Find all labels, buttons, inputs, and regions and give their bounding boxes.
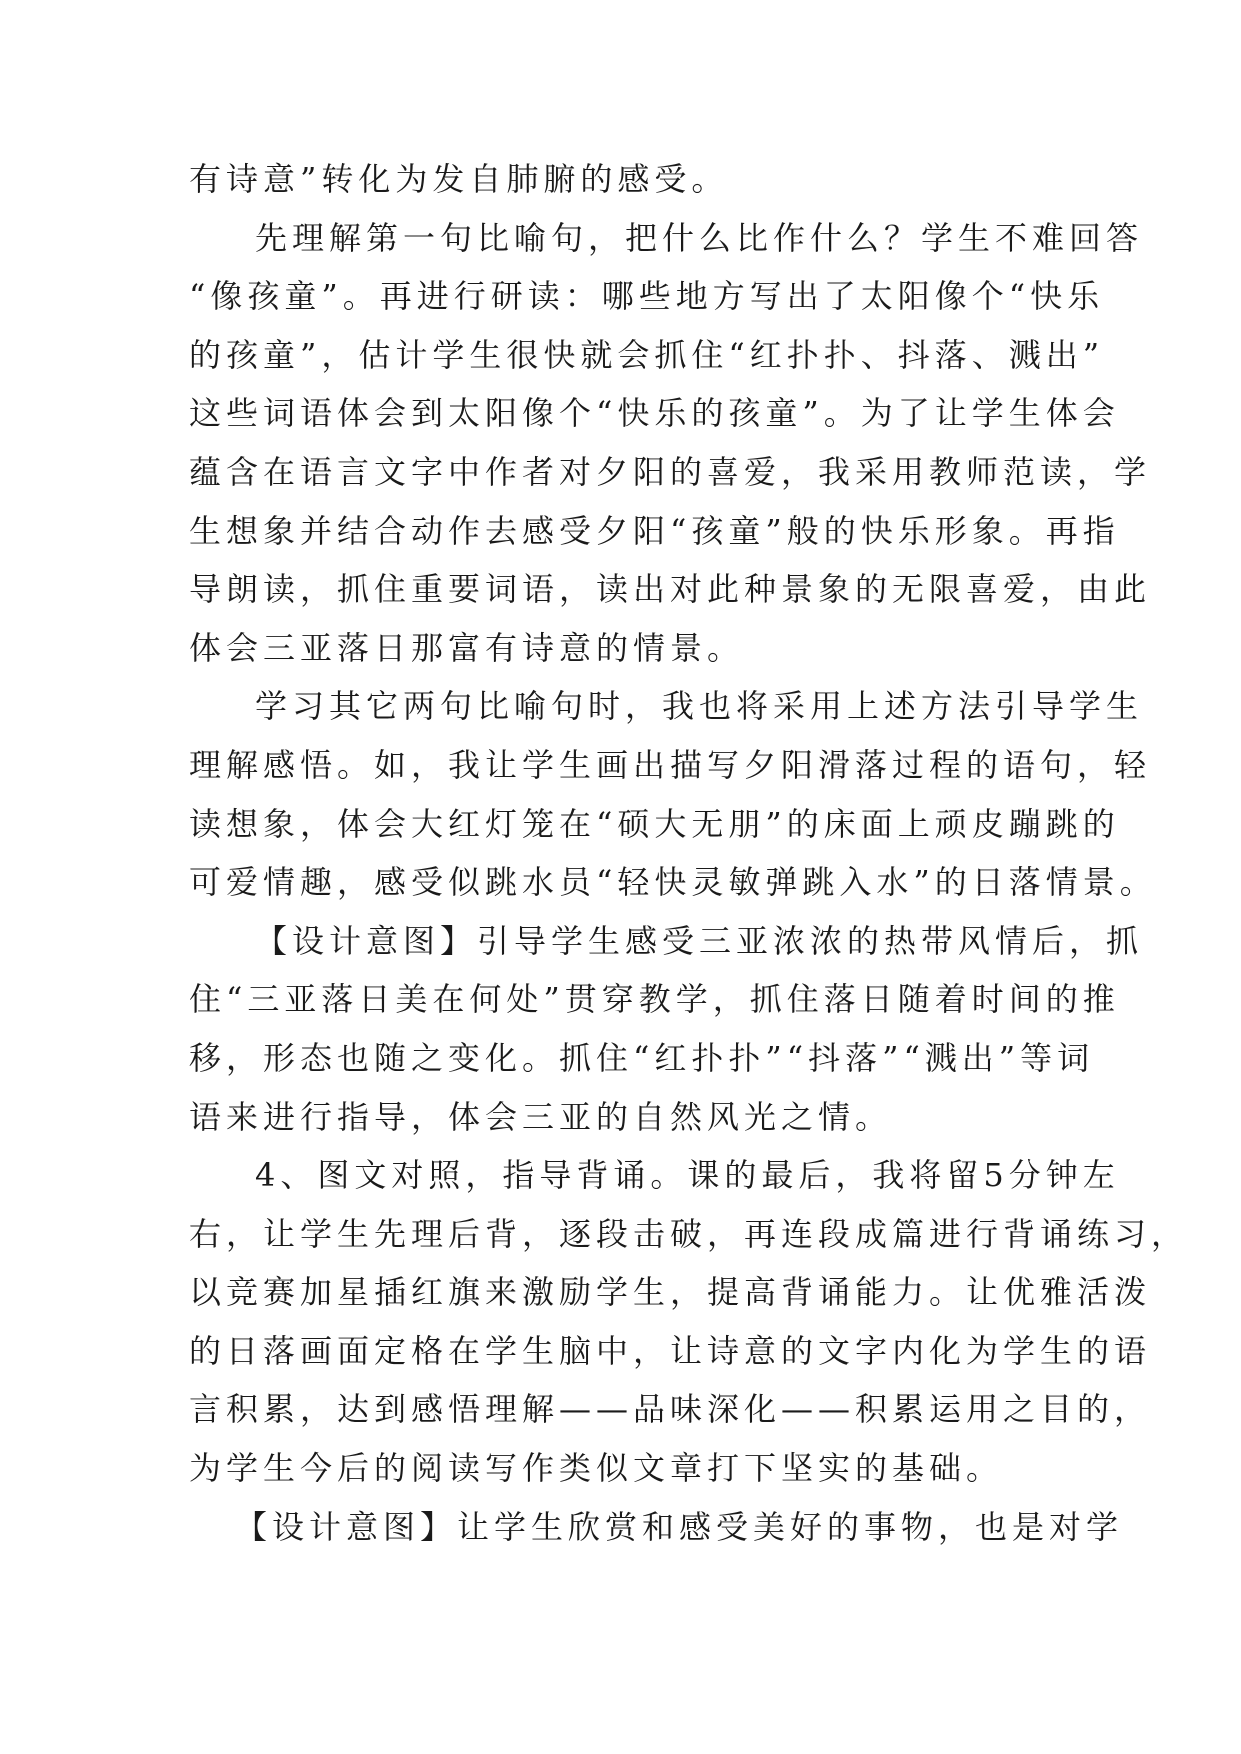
text-line: 这些词语体会到太阳像个“快乐的孩童”。为了让学生体会 (189, 394, 1120, 433)
text-line: 住“三亚落日美在何处”贯穿教学，抓住落日随着时间的推 (189, 980, 1120, 1019)
text-line: 言积累，达到感悟理解——品味深化——积累运用之目的， (189, 1390, 1152, 1429)
text-line: 以竞赛加星插红旗来激励学生，提高背诵能力。让优雅活泼 (189, 1273, 1152, 1312)
text-line: 右，让学生先理后背，逐段击破，再连段成篇进行背诵练习， (189, 1214, 1189, 1253)
text-line: 生想象并结合动作去感受夕阳“孩童”般的快乐形象。再指 (189, 511, 1120, 550)
body-text (189, 150, 1189, 1556)
text-line: 移，形态也随之变化。抓住“红扑扑”“抖落”“溅出”等词 (189, 1038, 1095, 1077)
text-line: 的日落画面定格在学生脑中，让诗意的文字内化为学生的语 (189, 1331, 1152, 1370)
text-line: 读想象，体会大红灯笼在“硕大无朋”的床面上顽皮蹦跳的 (189, 804, 1120, 843)
paragraph-start-line: 学习其它两句比喻句时，我也将采用上述方法引导学生 (255, 687, 1144, 726)
paragraph-start-line: 4、图文对照，指导背诵。课的最后，我将留5分钟左 (255, 1156, 1120, 1195)
text-line: 导朗读，抓住重要词语，读出对此种景象的无限喜爱，由此 (189, 570, 1152, 609)
text-line: 理解感悟。如，我让学生画出描写夕阳滑落过程的语句，轻 (189, 745, 1152, 784)
text-line: 可爱情趣，感受似跳水员“轻快灵敏弹跳入水”的日落情景。 (189, 863, 1157, 902)
design-intent-line: 【设计意图】引导学生感受三亚浓浓的热带风情后，抓 (255, 921, 1144, 960)
text-line: 蕴含在语言文字中作者对夕阳的喜爱，我采用教师范读，学 (189, 452, 1152, 491)
text-line: 语来进行指导，体会三亚的自然风光之情。 (189, 1097, 893, 1136)
text-line: 有诗意”转化为发自肺腑的感受。 (189, 160, 729, 198)
text-line: 为学生今后的阅读写作类似文章打下坚实的基础。 (189, 1449, 1004, 1488)
design-intent-line: 【设计意图】让学生欣赏和感受美好的事物，也是对学 (235, 1507, 1124, 1546)
paragraph-start-line: 先理解第一句比喻句，把什么比作什么？学生不难回答 (255, 218, 1144, 257)
text-line: 的孩童”，估计学生很快就会抓住“红扑扑、抖落、溅出” (189, 335, 1105, 374)
text-line: “像孩童”。再进行研读：哪些地方写出了太阳像个“快乐 (189, 277, 1105, 316)
text-line: 体会三亚落日那富有诗意的情景。 (189, 628, 745, 667)
